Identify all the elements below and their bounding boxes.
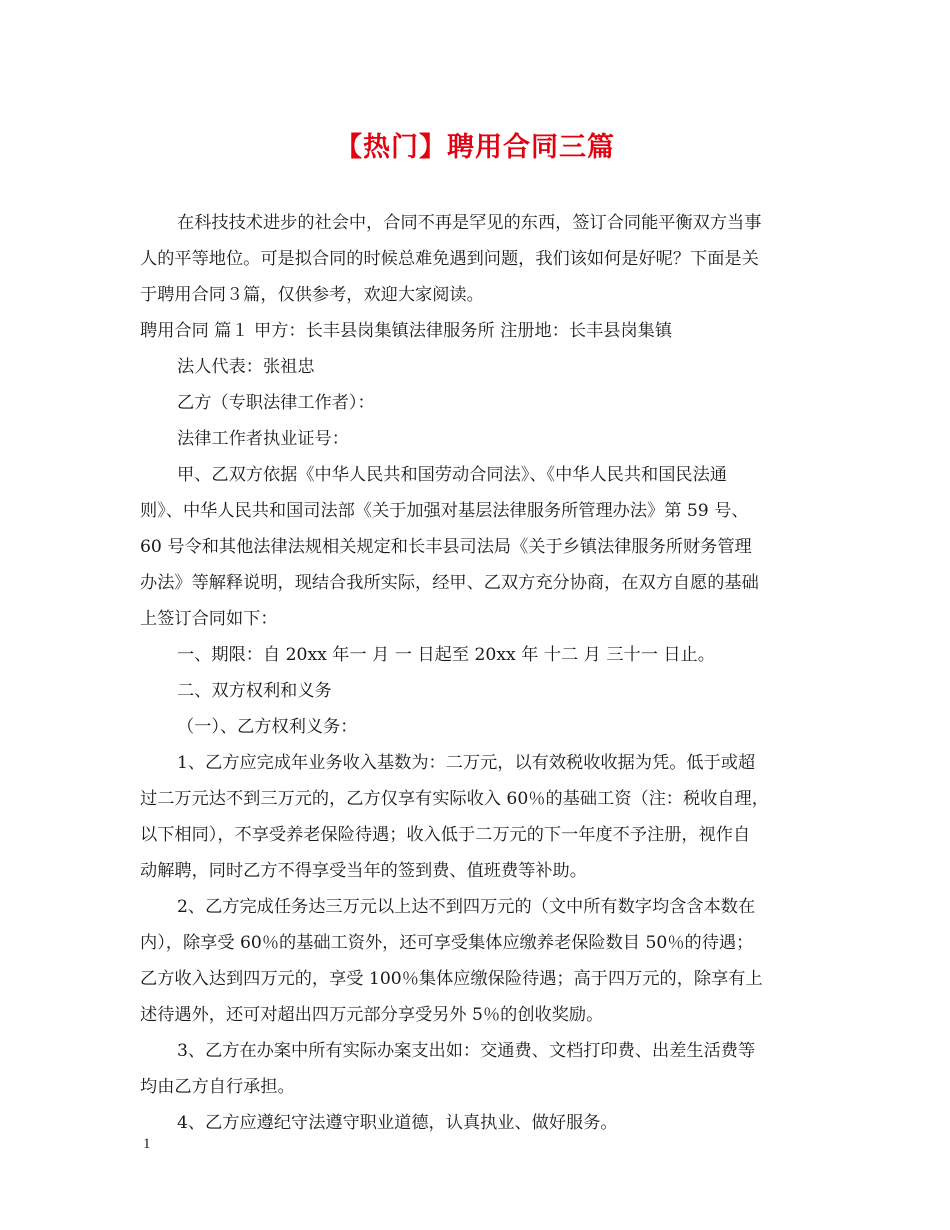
paragraph-line: 于聘用合同３篇，仅供参考，欢迎大家阅读。 [140, 285, 484, 305]
paragraph-line: 内），除享受 60％的基础工资外，还可享受集体应缴养老保险数目 50％的待遇； [140, 933, 754, 953]
paragraph-line: 1、乙方应完成年业务收入基数为：二万元，以有效税收收据为凭。低于或超 [177, 753, 756, 773]
paragraph-line: 2、乙方完成任务达三万元以上达不到四万元的（文中所有数字均含含本数在 [177, 897, 756, 917]
paragraph-line: 甲、乙双方依据《中华人民共和国劳动合同法》、《中华人民共和国民法通 [177, 465, 727, 485]
paragraph-line: 则》、中华人民共和国司法部《关于加强对基层法律服务所管理办法》第 59 号、 [140, 501, 749, 521]
paragraph-line: 上签订合同如下： [140, 609, 278, 629]
paragraph-line: 60 号令和其他法律法规相关规定和长丰县司法局《关于乡镇法律服务所财务管理 [140, 537, 752, 557]
paragraph-line: 人的平等地位。可是拟合同的时候总难免遇到问题，我们该如何是好呢？下面是关 [140, 249, 759, 269]
document-title: 【热门】聘用合同三篇 [335, 132, 615, 163]
paragraph-line: 乙方（专职法律工作者）： [177, 393, 375, 413]
paragraph-line: 过二万元达不到三万元的，乙方仅享有实际收入 60％的基础工资（注：税收自理， [140, 789, 769, 809]
paragraph-line: 述待遇外，还可对超出四万元部分享受另外 5％的创收奖励。 [140, 1005, 604, 1025]
paragraph-line: 4、乙方应遵纪守法遵守职业道德，认真执业、做好服务。 [177, 1113, 618, 1133]
paragraph-line: 乙方收入达到四万元的，享受 100％集体应缴保险待遇；高于四万元的，除享有上 [140, 969, 763, 989]
paragraph-line: 均由乙方自行承担。 [140, 1077, 295, 1097]
page-number: 1 [143, 1136, 151, 1152]
paragraph-line: 3、乙方在办案中所有实际办案支出如：交通费、文档打印费、出差生活费等 [177, 1041, 756, 1061]
paragraph-line: 二、双方权利和义务 [177, 681, 332, 701]
paragraph-line: （一）、乙方权利义务： [177, 717, 358, 737]
paragraph-line: 法人代表：张祖忠 [177, 357, 315, 377]
paragraph-line: 动解聘，同时乙方不得享受当年的签到费、值班费等补助。 [140, 861, 587, 881]
paragraph-line: 以下相同），不享受养老保险待遇；收入低于二万元的下一年度不予注册，视作自 [140, 825, 751, 845]
paragraph-line: 办法》等解释说明，现结合我所实际，经甲、乙双方充分协商，在双方自愿的基础 [140, 573, 759, 593]
paragraph-line: 在科技技术进步的社会中，合同不再是罕见的东西，签订合同能平衡双方当事 [177, 213, 762, 233]
paragraph-line: 一、期限：自 20xx 年一 月 一 日起至 20xx 年 十二 月 三十一 日止。 [177, 645, 715, 665]
paragraph-line: 法律工作者执业证号： [177, 429, 349, 449]
paragraph-line: 聘用合同 篇１ 甲方：长丰县岗集镇法律服务所 注册地：长丰县岗集镇 [140, 321, 673, 341]
